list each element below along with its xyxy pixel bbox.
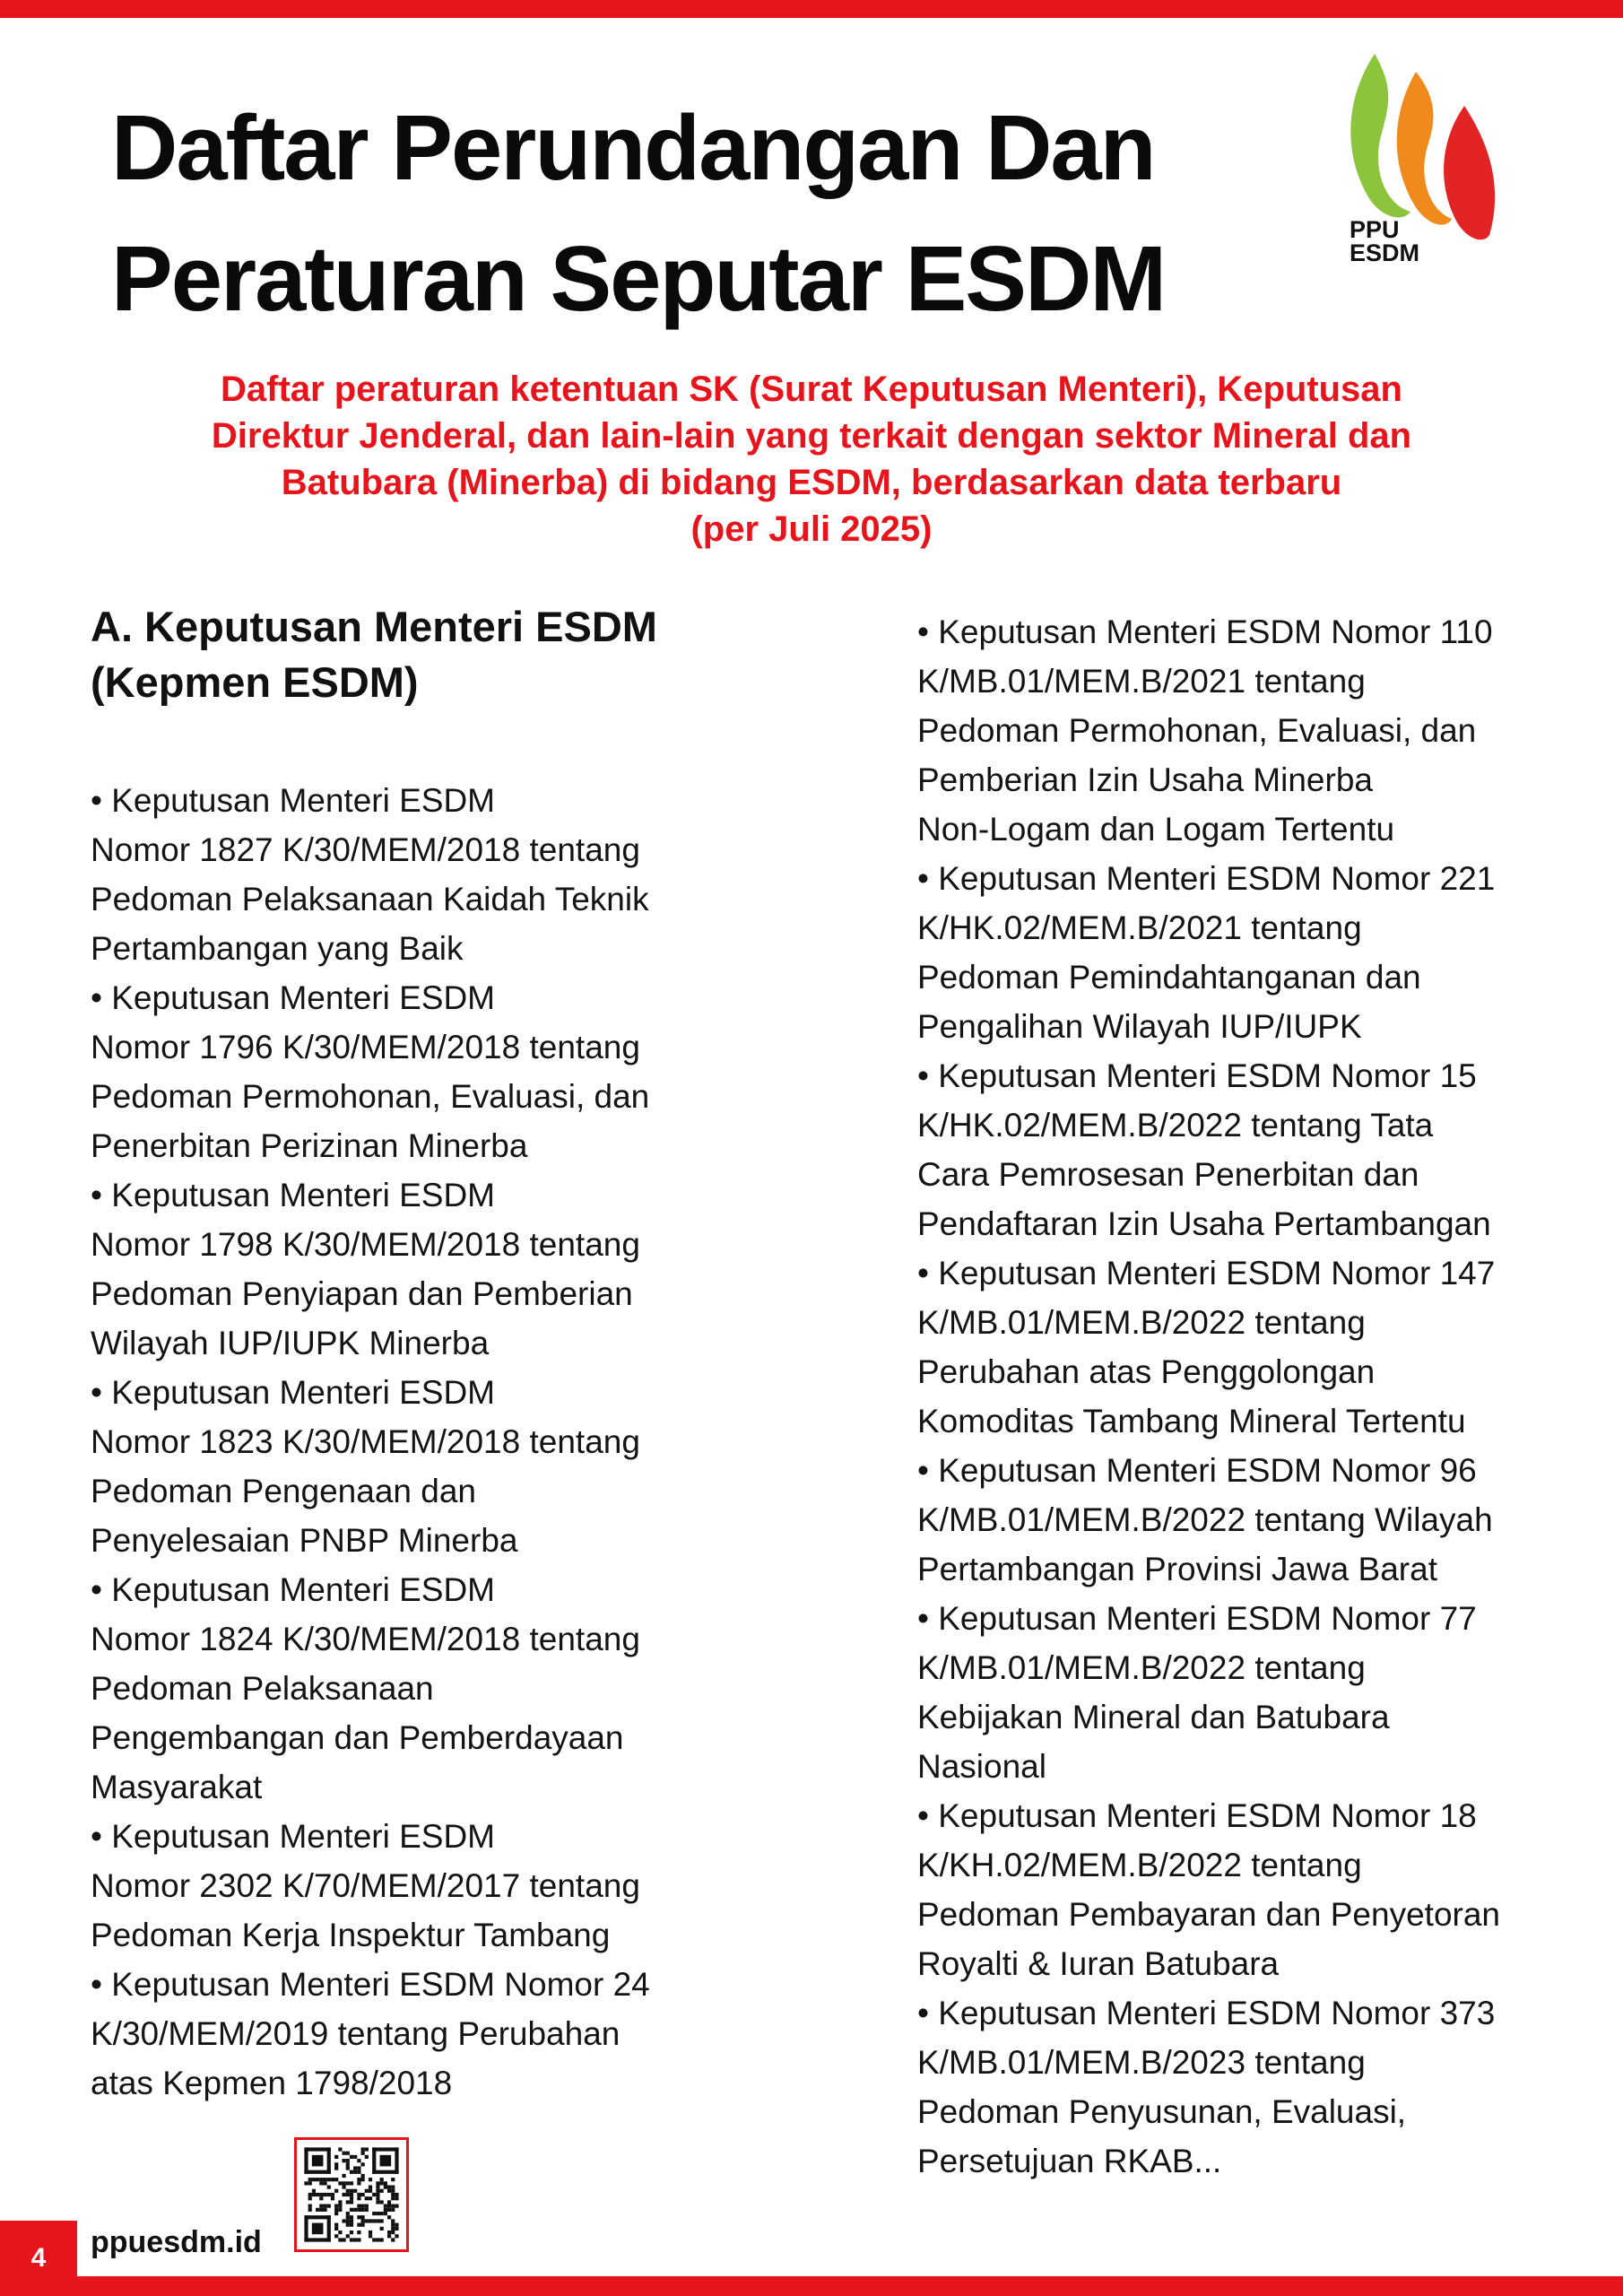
- regulation-item-line: K/MB.01/MEM.B/2022 tentang: [917, 1304, 1366, 1341]
- regulation-item: [917, 1791, 1563, 1988]
- qr-module: [357, 2205, 360, 2208]
- qr-finder: [312, 2223, 324, 2235]
- qr-module: [350, 2219, 353, 2222]
- qr-module: [334, 2227, 338, 2231]
- qr-module: [387, 2189, 391, 2193]
- qr-module: [391, 2193, 395, 2196]
- subtitle: [90, 366, 1533, 552]
- qr-module: [387, 2234, 391, 2238]
- qr-module: [308, 2196, 312, 2200]
- regulation-item-line: Nasional: [917, 1748, 1046, 1785]
- qr-module: [376, 2219, 379, 2222]
- regulation-item-line: K/MB.01/MEM.B/2023 tentang: [917, 2044, 1366, 2081]
- qr-module: [361, 2219, 365, 2222]
- qr-module: [334, 2212, 338, 2215]
- regulation-item-line: Persetujuan RKAB...: [917, 2143, 1222, 2179]
- ppu-esdm-logo: [1341, 52, 1502, 276]
- qr-module: [312, 2189, 316, 2193]
- qr-module: [376, 2181, 379, 2185]
- regulation-item: [91, 1960, 718, 2108]
- qr-module: [338, 2231, 342, 2234]
- qr-finder: [327, 2147, 331, 2173]
- qr-module: [346, 2162, 350, 2166]
- qr-module: [312, 2193, 316, 2196]
- qr-module: [361, 2208, 365, 2212]
- qr-module: [387, 2231, 391, 2234]
- regulation-item-line: • Keputusan Menteri ESDM Nomor 15: [917, 1057, 1477, 1094]
- qr-module: [391, 2223, 395, 2227]
- qr-module: [338, 2181, 342, 2185]
- logo-text-esdm: ESDM: [1350, 239, 1420, 266]
- regulation-item-line: Pedoman Permohonan, Evaluasi, dan: [91, 1078, 650, 1115]
- qr-module: [369, 2234, 372, 2238]
- title-line-2: Peraturan Seputar ESDM: [111, 227, 1166, 330]
- regulation-item-line: Pengalihan Wilayah IUP/IUPK: [917, 1008, 1362, 1045]
- qr-module: [338, 2200, 342, 2204]
- qr-code: [294, 2137, 409, 2252]
- page-title: [111, 83, 1277, 344]
- qr-module: [376, 2212, 379, 2215]
- qr-module: [342, 2181, 345, 2185]
- qr-module: [380, 2181, 384, 2185]
- qr-module: [376, 2193, 379, 2196]
- regulation-item-line: Pedoman Pemindahtanganan dan: [917, 959, 1421, 996]
- qr-module: [369, 2219, 372, 2222]
- regulation-item-line: Nomor 1823 K/30/MEM/2018 tentang: [91, 1423, 640, 1460]
- qr-module: [357, 2238, 360, 2241]
- subtitle-line-4: (per Juli 2025): [690, 509, 933, 549]
- qr-module: [361, 2193, 365, 2196]
- qr-module: [334, 2166, 338, 2170]
- qr-module: [380, 2212, 384, 2215]
- qr-module: [346, 2219, 350, 2222]
- section-heading: [91, 599, 772, 710]
- qr-module: [323, 2208, 326, 2212]
- qr-module: [334, 2155, 338, 2159]
- qr-module: [308, 2181, 312, 2185]
- qr-finder: [380, 2155, 392, 2167]
- regulation-item-line: Pedoman Pengenaan dan: [91, 1473, 476, 1509]
- qr-module: [384, 2212, 387, 2215]
- qr-module: [323, 2181, 326, 2185]
- qr-module: [365, 2208, 369, 2212]
- qr-finder: [372, 2147, 376, 2173]
- regulation-item-line: atas Kepmen 1798/2018: [91, 2065, 453, 2101]
- qr-module: [369, 2231, 372, 2234]
- qr-module: [308, 2178, 312, 2181]
- qr-module: [384, 2205, 387, 2208]
- qr-module: [319, 2178, 323, 2181]
- qr-module: [350, 2231, 353, 2234]
- regulation-item-line: Royalti & Iuran Batubara: [917, 1945, 1280, 1982]
- regulation-item-line: • Keputusan Menteri ESDM Nomor 18: [917, 1797, 1477, 1834]
- qr-module: [353, 2170, 357, 2174]
- regulation-item-line: • Keputusan Menteri ESDM: [91, 1818, 495, 1855]
- qr-module: [395, 2196, 398, 2200]
- regulation-item-line: Nomor 2302 K/70/MEM/2017 tentang: [91, 1867, 640, 1904]
- qr-module: [391, 2185, 395, 2188]
- qr-module: [384, 2181, 387, 2185]
- qr-module: [380, 2238, 384, 2241]
- qr-module: [372, 2219, 376, 2222]
- qr-module: [395, 2227, 398, 2231]
- qr-module: [342, 2219, 345, 2222]
- qr-module: [334, 2162, 338, 2166]
- qr-finder: [312, 2155, 324, 2167]
- qr-module: [346, 2212, 350, 2215]
- regulation-item: [91, 1565, 718, 1812]
- qr-module: [391, 2208, 395, 2212]
- qr-module: [316, 2208, 319, 2212]
- qr-module: [353, 2166, 357, 2170]
- qr-module: [334, 2178, 338, 2181]
- qr-module: [327, 2178, 331, 2181]
- qr-module: [308, 2208, 312, 2212]
- qr-module: [376, 2185, 379, 2188]
- qr-module: [316, 2193, 319, 2196]
- regulation-item: [91, 776, 718, 973]
- qr-module: [357, 2223, 360, 2227]
- qr-module: [376, 2189, 379, 2193]
- qr-module: [395, 2205, 398, 2208]
- qr-finder: [304, 2147, 308, 2173]
- qr-module: [342, 2152, 345, 2155]
- regulation-item-line: Pedoman Penyusunan, Evaluasi,: [917, 2093, 1407, 2130]
- qr-module: [376, 2196, 379, 2200]
- qr-module: [312, 2178, 316, 2181]
- regulation-item-line: Pedoman Pembayaran dan Penyetoran: [917, 1896, 1500, 1933]
- regulation-item-line: • Keputusan Menteri ESDM Nomor 77: [917, 1600, 1477, 1637]
- logo-flame-orange-icon: [1397, 72, 1452, 225]
- qr-module: [350, 2238, 353, 2241]
- regulation-item-line: K/30/MEM/2019 tentang Perubahan: [91, 2015, 621, 2052]
- qr-module: [346, 2159, 350, 2162]
- qr-module: [369, 2178, 372, 2181]
- regulation-item: [91, 973, 718, 1170]
- regulation-item: [91, 1812, 718, 1960]
- regulation-item-line: • Keputusan Menteri ESDM: [91, 782, 495, 819]
- qr-module: [350, 2193, 353, 2196]
- qr-module: [372, 2212, 376, 2215]
- qr-module: [357, 2159, 360, 2162]
- subtitle-line-1: Daftar peraturan ketentuan SK (Surat Keputusan Menteri), Keputusan: [221, 370, 1402, 409]
- qr-module: [361, 2178, 365, 2181]
- regulation-item-line: Nomor 1824 K/30/MEM/2018 tentang: [91, 1621, 640, 1657]
- qr-module: [331, 2196, 334, 2200]
- qr-module: [331, 2193, 334, 2196]
- regulation-item-line: Pedoman Permohonan, Evaluasi, dan: [917, 712, 1477, 749]
- left-regulation-list: [91, 776, 718, 2108]
- regulation-item-line: Nomor 1798 K/30/MEM/2018 tentang: [91, 1226, 640, 1263]
- qr-module: [323, 2193, 326, 2196]
- qr-module: [350, 2208, 353, 2212]
- regulation-item-line: Pedoman Pelaksanaan Kaidah Teknik: [91, 881, 649, 918]
- regulation-item-line: Non-Logam dan Logam Tertentu: [917, 811, 1395, 848]
- qr-module: [346, 2193, 350, 2196]
- qr-module: [357, 2170, 360, 2174]
- regulation-item: [917, 1051, 1563, 1248]
- qr-module: [353, 2155, 357, 2159]
- regulation-item-line: • Keputusan Menteri ESDM Nomor 96: [917, 1452, 1477, 1489]
- qr-module: [334, 2223, 338, 2227]
- subtitle-line-2: Direktur Jenderal, dan lain-lain yang terkait dengan sektor Mineral dan: [211, 416, 1412, 456]
- regulation-item-line: • Keputusan Menteri ESDM Nomor 24: [91, 1966, 650, 2003]
- qr-module: [327, 2193, 331, 2196]
- regulation-item-line: Perubahan atas Penggolongan: [917, 1353, 1376, 1390]
- qr-module: [342, 2174, 345, 2178]
- qr-module: [357, 2215, 360, 2219]
- qr-module: [369, 2196, 372, 2200]
- regulation-item-line: Nomor 1827 K/30/MEM/2018 tentang: [91, 831, 640, 868]
- qr-module: [334, 2208, 338, 2212]
- qr-module: [391, 2227, 395, 2231]
- regulation-item-line: K/HK.02/MEM.B/2022 tentang Tata: [917, 1107, 1434, 1144]
- subtitle-line-3: Batubara (Minerba) di bidang ESDM, berdasarkan data terbaru: [281, 463, 1342, 502]
- qr-module: [380, 2227, 384, 2231]
- qr-module: [350, 2215, 353, 2219]
- qr-module: [395, 2193, 398, 2196]
- qr-module: [338, 2147, 342, 2151]
- qr-module: [376, 2238, 379, 2241]
- regulation-item-line: Pedoman Penyiapan dan Pemberian: [91, 1275, 633, 1312]
- qr-module: [338, 2208, 342, 2212]
- qr-module: [319, 2196, 323, 2200]
- regulation-item: [917, 1446, 1563, 1594]
- qr-module: [350, 2181, 353, 2185]
- regulation-item-line: K/MB.01/MEM.B/2022 tentang: [917, 1649, 1366, 1686]
- qr-module: [365, 2196, 369, 2200]
- regulation-item-line: Wilayah IUP/IUPK Minerba: [91, 1325, 490, 1361]
- title-line-1: Daftar Perundangan Dan: [111, 96, 1155, 199]
- qr-finder: [372, 2147, 398, 2151]
- regulation-item-line: • Keputusan Menteri ESDM Nomor 373: [917, 1995, 1496, 2031]
- qr-module: [365, 2189, 369, 2193]
- qr-module: [391, 2231, 395, 2234]
- qr-module: [334, 2189, 338, 2193]
- qr-module: [346, 2189, 350, 2193]
- regulation-item-line: • Keputusan Menteri ESDM: [91, 1374, 495, 1411]
- qr-module: [319, 2208, 323, 2212]
- regulation-item-line: Pendaftaran Izin Usaha Pertambangan: [917, 1205, 1491, 1242]
- qr-module: [308, 2193, 312, 2196]
- regulation-item: [917, 1594, 1563, 1791]
- qr-module: [346, 2166, 350, 2170]
- qr-module: [391, 2238, 395, 2241]
- qr-module: [376, 2200, 379, 2204]
- qr-module: [304, 2181, 308, 2185]
- qr-finder: [304, 2170, 330, 2174]
- qr-module: [338, 2238, 342, 2241]
- regulation-item-line: Pedoman Kerja Inspektur Tambang: [91, 1917, 611, 1953]
- qr-module: [369, 2185, 372, 2188]
- qr-module: [346, 2152, 350, 2155]
- regulation-item-line: Pengembangan dan Pemberdayaan: [91, 1719, 624, 1756]
- qr-module: [365, 2147, 369, 2151]
- qr-module: [346, 2215, 350, 2219]
- qr-module: [391, 2205, 395, 2208]
- qr-module: [342, 2185, 345, 2188]
- qr-module: [391, 2219, 395, 2222]
- qr-module: [391, 2189, 395, 2193]
- qr-module: [357, 2181, 360, 2185]
- regulation-item-line: K/MB.01/MEM.B/2021 tentang: [917, 663, 1366, 700]
- qr-finder: [327, 2215, 331, 2241]
- qr-module: [327, 2185, 331, 2188]
- qr-module: [357, 2208, 360, 2212]
- qr-module: [357, 2196, 360, 2200]
- regulation-item-line: K/KH.02/MEM.B/2022 tentang: [917, 1847, 1362, 1883]
- qr-module: [361, 2162, 365, 2166]
- qr-module: [361, 2215, 365, 2219]
- regulation-item-line: • Keputusan Menteri ESDM: [91, 979, 495, 1016]
- regulation-item: [917, 1988, 1563, 2186]
- top-accent-bar: [0, 0, 1623, 18]
- regulation-item-line: Kebijakan Mineral dan Batubara: [917, 1699, 1390, 1735]
- regulation-item-line: K/MB.01/MEM.B/2022 tentang Wilayah: [917, 1501, 1493, 1538]
- qr-module: [353, 2238, 357, 2241]
- footer-url: ppuesdm.id: [91, 2225, 262, 2259]
- qr-module: [350, 2155, 353, 2159]
- regulation-item-line: • Keputusan Menteri ESDM Nomor 221: [917, 860, 1496, 897]
- qr-module: [387, 2185, 391, 2188]
- regulation-item-line: Penyelesaian PNBP Minerba: [91, 1522, 518, 1559]
- qr-module: [319, 2181, 323, 2185]
- qr-module: [327, 2205, 331, 2208]
- qr-module: [369, 2189, 372, 2193]
- qr-module: [346, 2234, 350, 2238]
- regulation-item: [91, 1170, 718, 1368]
- qr-module: [331, 2178, 334, 2181]
- qr-module: [319, 2193, 323, 2196]
- qr-finder: [395, 2147, 398, 2173]
- qr-module: [353, 2208, 357, 2212]
- qr-module: [342, 2193, 345, 2196]
- qr-module: [384, 2185, 387, 2188]
- qr-module: [308, 2205, 312, 2208]
- qr-module: [346, 2223, 350, 2227]
- qr-module: [357, 2193, 360, 2196]
- qr-module: [387, 2215, 391, 2219]
- qr-module: [380, 2178, 384, 2181]
- section-heading-line-2: (Kepmen ESDM): [91, 658, 419, 706]
- regulation-item-line: • Keputusan Menteri ESDM Nomor 147: [917, 1255, 1496, 1292]
- qr-module: [361, 2152, 365, 2155]
- qr-module: [387, 2200, 391, 2204]
- qr-module: [365, 2155, 369, 2159]
- page-number: 4: [30, 2243, 47, 2273]
- qr-module: [361, 2205, 365, 2208]
- qr-module: [350, 2200, 353, 2204]
- regulation-item-line: • Keputusan Menteri ESDM: [91, 1571, 495, 1608]
- qr-module: [316, 2178, 319, 2181]
- qr-module: [365, 2219, 369, 2222]
- qr-module: [361, 2174, 365, 2178]
- logo-flame-red-icon: [1444, 106, 1495, 239]
- qr-module: [372, 2238, 376, 2241]
- qr-module: [387, 2205, 391, 2208]
- qr-module: [361, 2147, 365, 2151]
- qr-finder: [304, 2238, 330, 2241]
- qr-module: [323, 2178, 326, 2181]
- qr-module: [350, 2223, 353, 2227]
- regulation-item-line: Komoditas Tambang Mineral Tertentu: [917, 1403, 1466, 1439]
- regulation-item-line: Penerbitan Perizinan Minerba: [91, 1127, 528, 1164]
- qr-module: [350, 2170, 353, 2174]
- right-regulation-list: [917, 607, 1563, 2186]
- qr-module: [334, 2205, 338, 2208]
- qr-module: [387, 2208, 391, 2212]
- section-heading-line-1: A. Keputusan Menteri ESDM: [91, 603, 657, 650]
- qr-module: [350, 2189, 353, 2193]
- qr-module: [346, 2181, 350, 2185]
- qr-module: [334, 2234, 338, 2238]
- regulation-item: [91, 1368, 718, 1565]
- qr-module: [342, 2159, 345, 2162]
- logo-text-ppu: PPU: [1350, 216, 1400, 243]
- qr-module: [380, 2200, 384, 2204]
- qr-module: [384, 2208, 387, 2212]
- qr-module: [319, 2205, 323, 2208]
- qr-module: [357, 2166, 360, 2170]
- qr-module: [365, 2205, 369, 2208]
- regulation-item-line: Pertambangan yang Baik: [91, 930, 464, 967]
- regulation-item-line: Cara Pemrosesan Penerbitan dan: [917, 1156, 1419, 1193]
- regulation-item-line: Pedoman Pelaksanaan: [91, 1670, 434, 1707]
- qr-module: [357, 2178, 360, 2181]
- qr-module: [353, 2189, 357, 2193]
- qr-finder: [304, 2215, 308, 2241]
- qr-module: [338, 2205, 342, 2208]
- qr-module: [357, 2231, 360, 2234]
- regulation-item-line: K/HK.02/MEM.B/2021 tentang: [917, 909, 1362, 946]
- qr-finder: [304, 2215, 330, 2219]
- regulation-item-line: Pertambangan Provinsi Jawa Barat: [917, 1551, 1437, 1587]
- qr-module: [323, 2205, 326, 2208]
- qr-finder: [304, 2147, 330, 2151]
- qr-module: [361, 2223, 365, 2227]
- qr-module: [395, 2234, 398, 2238]
- regulation-item: [917, 854, 1563, 1051]
- qr-module: [350, 2196, 353, 2200]
- regulation-item-line: Pemberian Izin Usaha Minerba: [917, 761, 1373, 798]
- bottom-accent-bar: [0, 2276, 1623, 2296]
- qr-finder: [372, 2170, 398, 2174]
- qr-module: [372, 2193, 376, 2196]
- qr-module: [391, 2196, 395, 2200]
- qr-module: [380, 2219, 384, 2222]
- regulation-item: [917, 607, 1563, 854]
- regulation-item-line: • Keputusan Menteri ESDM: [91, 1177, 495, 1213]
- qr-module: [346, 2200, 350, 2204]
- qr-module: [342, 2238, 345, 2241]
- qr-module: [380, 2189, 384, 2193]
- regulation-item-line: • Keputusan Menteri ESDM Nomor 110: [917, 613, 1493, 650]
- regulation-item: [917, 1248, 1563, 1446]
- qr-module: [395, 2223, 398, 2227]
- regulation-item-line: Masyarakat: [91, 1769, 263, 1805]
- qr-module: [391, 2178, 395, 2181]
- regulation-item-line: Nomor 1796 K/30/MEM/2018 tentang: [91, 1029, 640, 1065]
